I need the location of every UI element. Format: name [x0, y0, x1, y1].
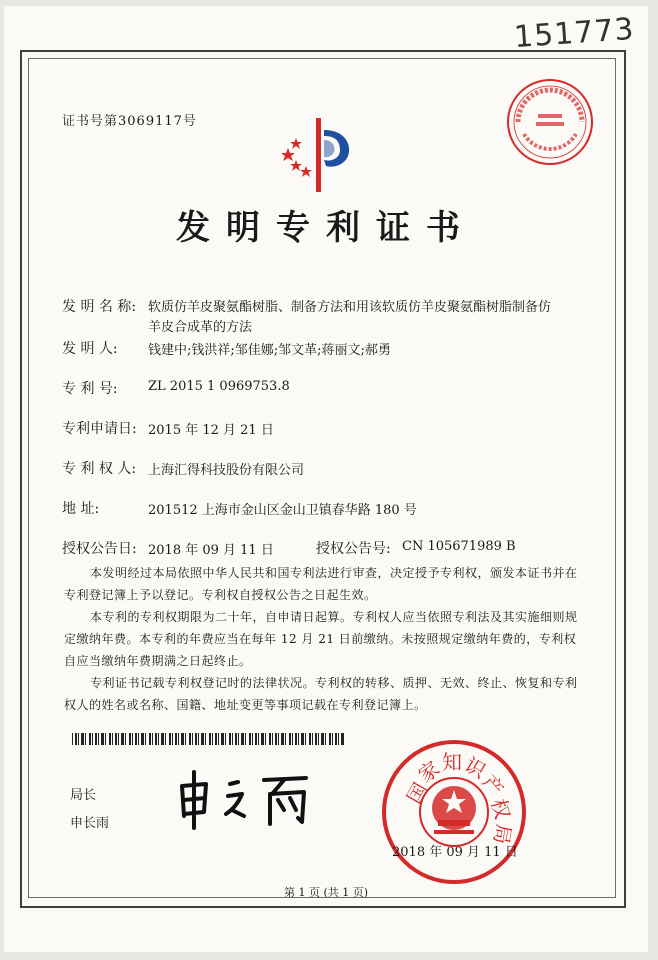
grant-number-value: CN 105671989 B [402, 539, 516, 554]
page-footer: 第 1 页 (共 1 页) [283, 886, 369, 899]
invention-name-line-1: 软质仿羊皮聚氨酯树脂、制备方法和用该软质仿羊皮聚氨酯树脂制备仿 [148, 300, 552, 315]
inventor-value: 钱建中;钱洪祥;邹佳娜;邹文革;蒋丽文;郝勇 [148, 343, 391, 358]
filing-date-value: 2015 年 12 月 21 日 [148, 423, 274, 438]
patentee-value: 上海汇得科技股份有限公司 [148, 463, 305, 478]
certificate-title: 发明专利证书 [176, 208, 476, 248]
grant-date-value: 2018 年 09 月 11 日 [148, 543, 274, 558]
patentee-label: 专 利 权 人: [62, 461, 137, 477]
invention-name-label: 发 明 名 称: [62, 299, 137, 315]
certificate-page [4, 6, 648, 952]
patent-number-value: ZL 2015 1 0969753.8 [148, 379, 290, 394]
grant-number-label: 授权公告号: [316, 541, 391, 557]
signature-role-director: 局长 [70, 788, 97, 803]
handwritten-number: 151773 [512, 11, 636, 56]
certificate-number: 证书号第3069117号 [62, 114, 197, 129]
invention-name-line-2: 羊皮合成革的方法 [148, 320, 253, 335]
paragraph-term: 本专利的专利权期限为二十年，自申请日起算。专利权人应当依照专利法及其实施细则规定缴纳年费。本专利的年费应当在每年 12 月 21 日前缴纳。未按照规定缴纳年费的，专利权自应当缴纳年费期满之日起终止。 [64, 610, 578, 668]
barcode [72, 733, 344, 745]
grant-date-label: 授权公告日: [62, 541, 137, 557]
filing-date-label: 专利申请日: [62, 421, 137, 437]
paragraph-grant: 本发明经过本局依照中华人民共和国专利法进行审查，决定授予专利权，颁发本证书并在专利登记簿上予以登记。专利权自授权公告之日起生效。 [64, 566, 578, 602]
patent-office-logo-icon [274, 116, 364, 201]
small-red-stamp [504, 76, 596, 168]
seal-date: 2018 年 09 月 11 日 [392, 845, 518, 860]
signature-name-printed: 申长雨 [70, 816, 110, 831]
address-value: 201512 上海市金山区金山卫镇春华路 180 号 [148, 503, 417, 518]
director-signature [172, 764, 322, 834]
inventor-label: 发 明 人: [62, 341, 118, 357]
seal-text-ring: 国 家 知 识 产 权 局 [401, 750, 517, 847]
patent-number-label: 专 利 号: [62, 381, 118, 397]
address-label: 地 址: [62, 501, 100, 517]
paragraph-legal-status: 专利证书记载专利权登记时的法律状况。专利权的转移、质押、无效、终止、恢复和专利权人的姓名或名称、国籍、地址变更等事项记载在专利登记簿上。 [64, 676, 578, 712]
